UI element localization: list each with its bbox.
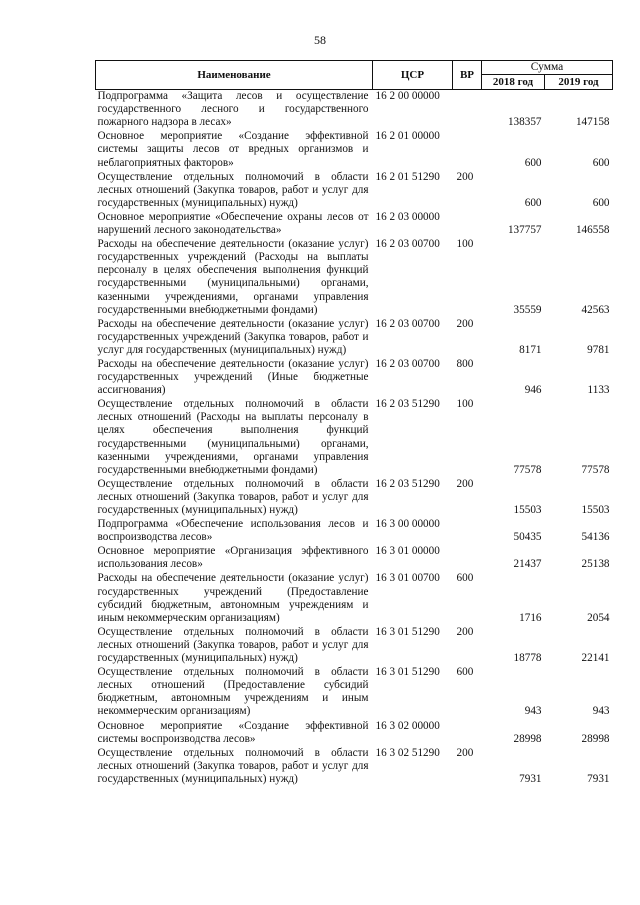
row-csr: 16 3 01 00700: [375, 572, 440, 585]
table-row: [96, 171, 613, 211]
header-vr: ВР: [453, 61, 482, 90]
row-sum-2018: 1716: [519, 611, 542, 624]
table-row: [96, 720, 613, 747]
row-csr: 16 2 03 00700: [375, 317, 440, 330]
row-name: Основное мероприятие «Создание эффективной системы воспроизводства лесов»: [97, 719, 369, 745]
row-sum-2018: 7931: [519, 772, 542, 785]
row-name: Расходы на обеспечение деятельности (оказание услуг) государственных учреждений (Иные бюджетные ассигнования): [97, 357, 369, 397]
row-vr: [453, 90, 482, 131]
row-sum-2018: 18778: [513, 652, 542, 665]
row-sum-2018: 21437: [513, 558, 542, 571]
row-vr: 800: [456, 357, 474, 370]
row-sum-2019: 146558: [575, 224, 610, 237]
row-name: Расходы на обеспечение деятельности (оказание услуг) государственных учреждений (Закупка товаров, работ и услуг для государственных (муниципальных) нужд): [97, 317, 369, 356]
row-sum-2018: 28998: [513, 732, 542, 745]
row-name: Осуществление отдельных полномочий в области лесных отношений (Закупка товаров, работ и услуг для государственных (муниципальных) нужд): [97, 170, 369, 209]
row-sum-2019: 2054: [587, 611, 610, 624]
row-sum-2018: 600: [524, 156, 542, 169]
row-sum-2018: 946: [524, 384, 542, 397]
row-vr: 200: [456, 746, 474, 759]
row-vr: [453, 545, 482, 572]
row-name: Расходы на обеспечение деятельности (оказание услуг) государственных учреждений (Предоставление субсидий бюджетным, автономным учреждениям и иным некоммерческим организациям): [97, 572, 369, 624]
row-sum-2019: 9781: [587, 343, 610, 356]
row-name: Основное мероприятие «Обеспечение охраны лесов от нарушений лесного законодательства»: [97, 210, 369, 237]
row-sum-2018: 600: [524, 196, 542, 209]
row-sum-2019: 600: [592, 156, 610, 169]
row-sum-2019: 77578: [581, 463, 610, 476]
row-sum-2019: 22141: [581, 652, 610, 665]
row-name: Осуществление отдельных полномочий в области лесных отношений (Закупка товаров, работ и услуг для государственных (муниципальных) нужд): [97, 625, 369, 665]
row-vr: [453, 720, 482, 747]
table-row: [96, 318, 613, 358]
header-year-2018: 2018 год: [482, 75, 545, 90]
row-vr: 200: [456, 477, 474, 490]
table-row: [96, 398, 613, 478]
header-year-2019: 2019 год: [545, 75, 613, 90]
row-csr: 16 3 01 00000: [375, 545, 440, 558]
row-sum-2018: 137757: [507, 224, 542, 237]
row-csr: 16 2 03 00000: [375, 210, 440, 223]
row-vr: 100: [456, 398, 474, 411]
table-row: [96, 211, 613, 238]
table-row: [96, 478, 613, 518]
row-csr: 16 3 00 00000: [375, 518, 440, 531]
row-name: Осуществление отдельных полномочий в области лесных отношений (Предоставление субсидий бюджетным, автономным учреждениям и иным некоммерческим организациям): [97, 666, 369, 718]
row-sum-2018: 138357: [507, 116, 542, 129]
row-sum-2018: 8171: [519, 343, 542, 356]
row-vr: 600: [456, 666, 474, 679]
table-row: [96, 130, 613, 170]
row-name: Подпрограмма «Обеспечение использования лесов и воспроизводства лесов»: [97, 518, 369, 544]
row-vr: [453, 211, 482, 238]
row-csr: 16 3 01 51290: [375, 625, 440, 638]
table-row: [96, 238, 613, 318]
row-sum-2018: 15503: [513, 504, 542, 516]
header-sum: Сумма: [482, 61, 613, 75]
row-name: Осуществление отдельных полномочий в области лесных отношений (Расходы на выплаты персоналу в целях обеспечения выполнения функций государственными (муниципальными) органами, казенными учреждениями, органами управления государственными внебюджетными фондами): [97, 398, 369, 476]
table-body: [96, 90, 613, 787]
row-name: Подпрограмма «Защита лесов и осуществление государственного лесного и государственного пожарного надзора в лесах»: [97, 90, 369, 129]
row-sum-2019: 15503: [581, 504, 610, 516]
row-vr: [453, 130, 482, 170]
row-sum-2019: 1133: [587, 384, 610, 397]
row-sum-2018: 77578: [513, 463, 542, 476]
row-name: Расходы на обеспечение деятельности (оказание услуг) государственных учреждений (Расходы на выплаты персоналу в целях обеспечения выполнения функций государственными (муниципальными) органами, казенными учреждениями, органами управления государственными внебюджетными фондами): [97, 238, 369, 316]
row-vr: 200: [456, 625, 474, 638]
table-row: [96, 626, 613, 666]
row-sum-2019: 147158: [575, 116, 610, 129]
page-number: 58: [314, 33, 326, 47]
row-csr: 16 2 00 00000: [375, 90, 440, 103]
table-row: [96, 572, 613, 625]
row-sum-2018: 35559: [513, 303, 542, 316]
table-row: [96, 666, 613, 719]
row-csr: 16 3 02 00000: [375, 719, 440, 732]
table-header: [96, 61, 613, 90]
row-sum-2018: 50435: [513, 531, 542, 544]
row-sum-2019: 42563: [581, 303, 610, 316]
header-csr: ЦСР: [373, 61, 453, 90]
row-name: Основное мероприятие «Создание эффективной системы защиты лесов от вредных организмов и неблагоприятных факторов»: [97, 130, 369, 169]
row-name: Основное мероприятие «Организация эффективного использования лесов»: [97, 545, 369, 571]
row-csr: 16 2 03 51290: [375, 398, 440, 411]
row-sum-2018: 943: [524, 705, 542, 718]
row-csr: 16 2 01 51290: [375, 170, 440, 183]
row-vr: 200: [456, 170, 474, 183]
row-vr: 600: [456, 572, 474, 585]
table-row: [96, 545, 613, 572]
budget-table: [95, 60, 613, 787]
row-sum-2019: 7931: [587, 772, 610, 785]
row-csr: 16 3 01 51290: [375, 666, 440, 679]
table-row: [96, 90, 613, 131]
table-row: [96, 518, 613, 545]
row-vr: 100: [456, 238, 474, 251]
row-sum-2019: 54136: [581, 531, 610, 544]
row-csr: 16 3 02 51290: [375, 746, 440, 759]
row-sum-2019: 25138: [581, 558, 610, 571]
row-sum-2019: 600: [592, 196, 610, 209]
row-name: Осуществление отдельных полномочий в области лесных отношений (Закупка товаров, работ и услуг для государственных (муниципальных) нужд): [97, 477, 369, 516]
row-csr: 16 2 03 00700: [375, 357, 440, 370]
row-csr: 16 2 03 51290: [375, 477, 440, 490]
row-name: Осуществление отдельных полномочий в области лесных отношений (Закупка товаров, работ и услуг для государственных (муниципальных) нужд): [97, 746, 369, 785]
row-sum-2019: 943: [592, 705, 610, 718]
row-csr: 16 2 01 00000: [375, 130, 440, 143]
row-sum-2019: 28998: [581, 732, 610, 745]
table-row: [96, 747, 613, 787]
header-name: Наименование: [96, 61, 373, 90]
row-csr: 16 2 03 00700: [375, 238, 440, 251]
row-vr: [453, 518, 482, 545]
row-vr: 200: [456, 317, 474, 330]
table-row: [96, 358, 613, 398]
